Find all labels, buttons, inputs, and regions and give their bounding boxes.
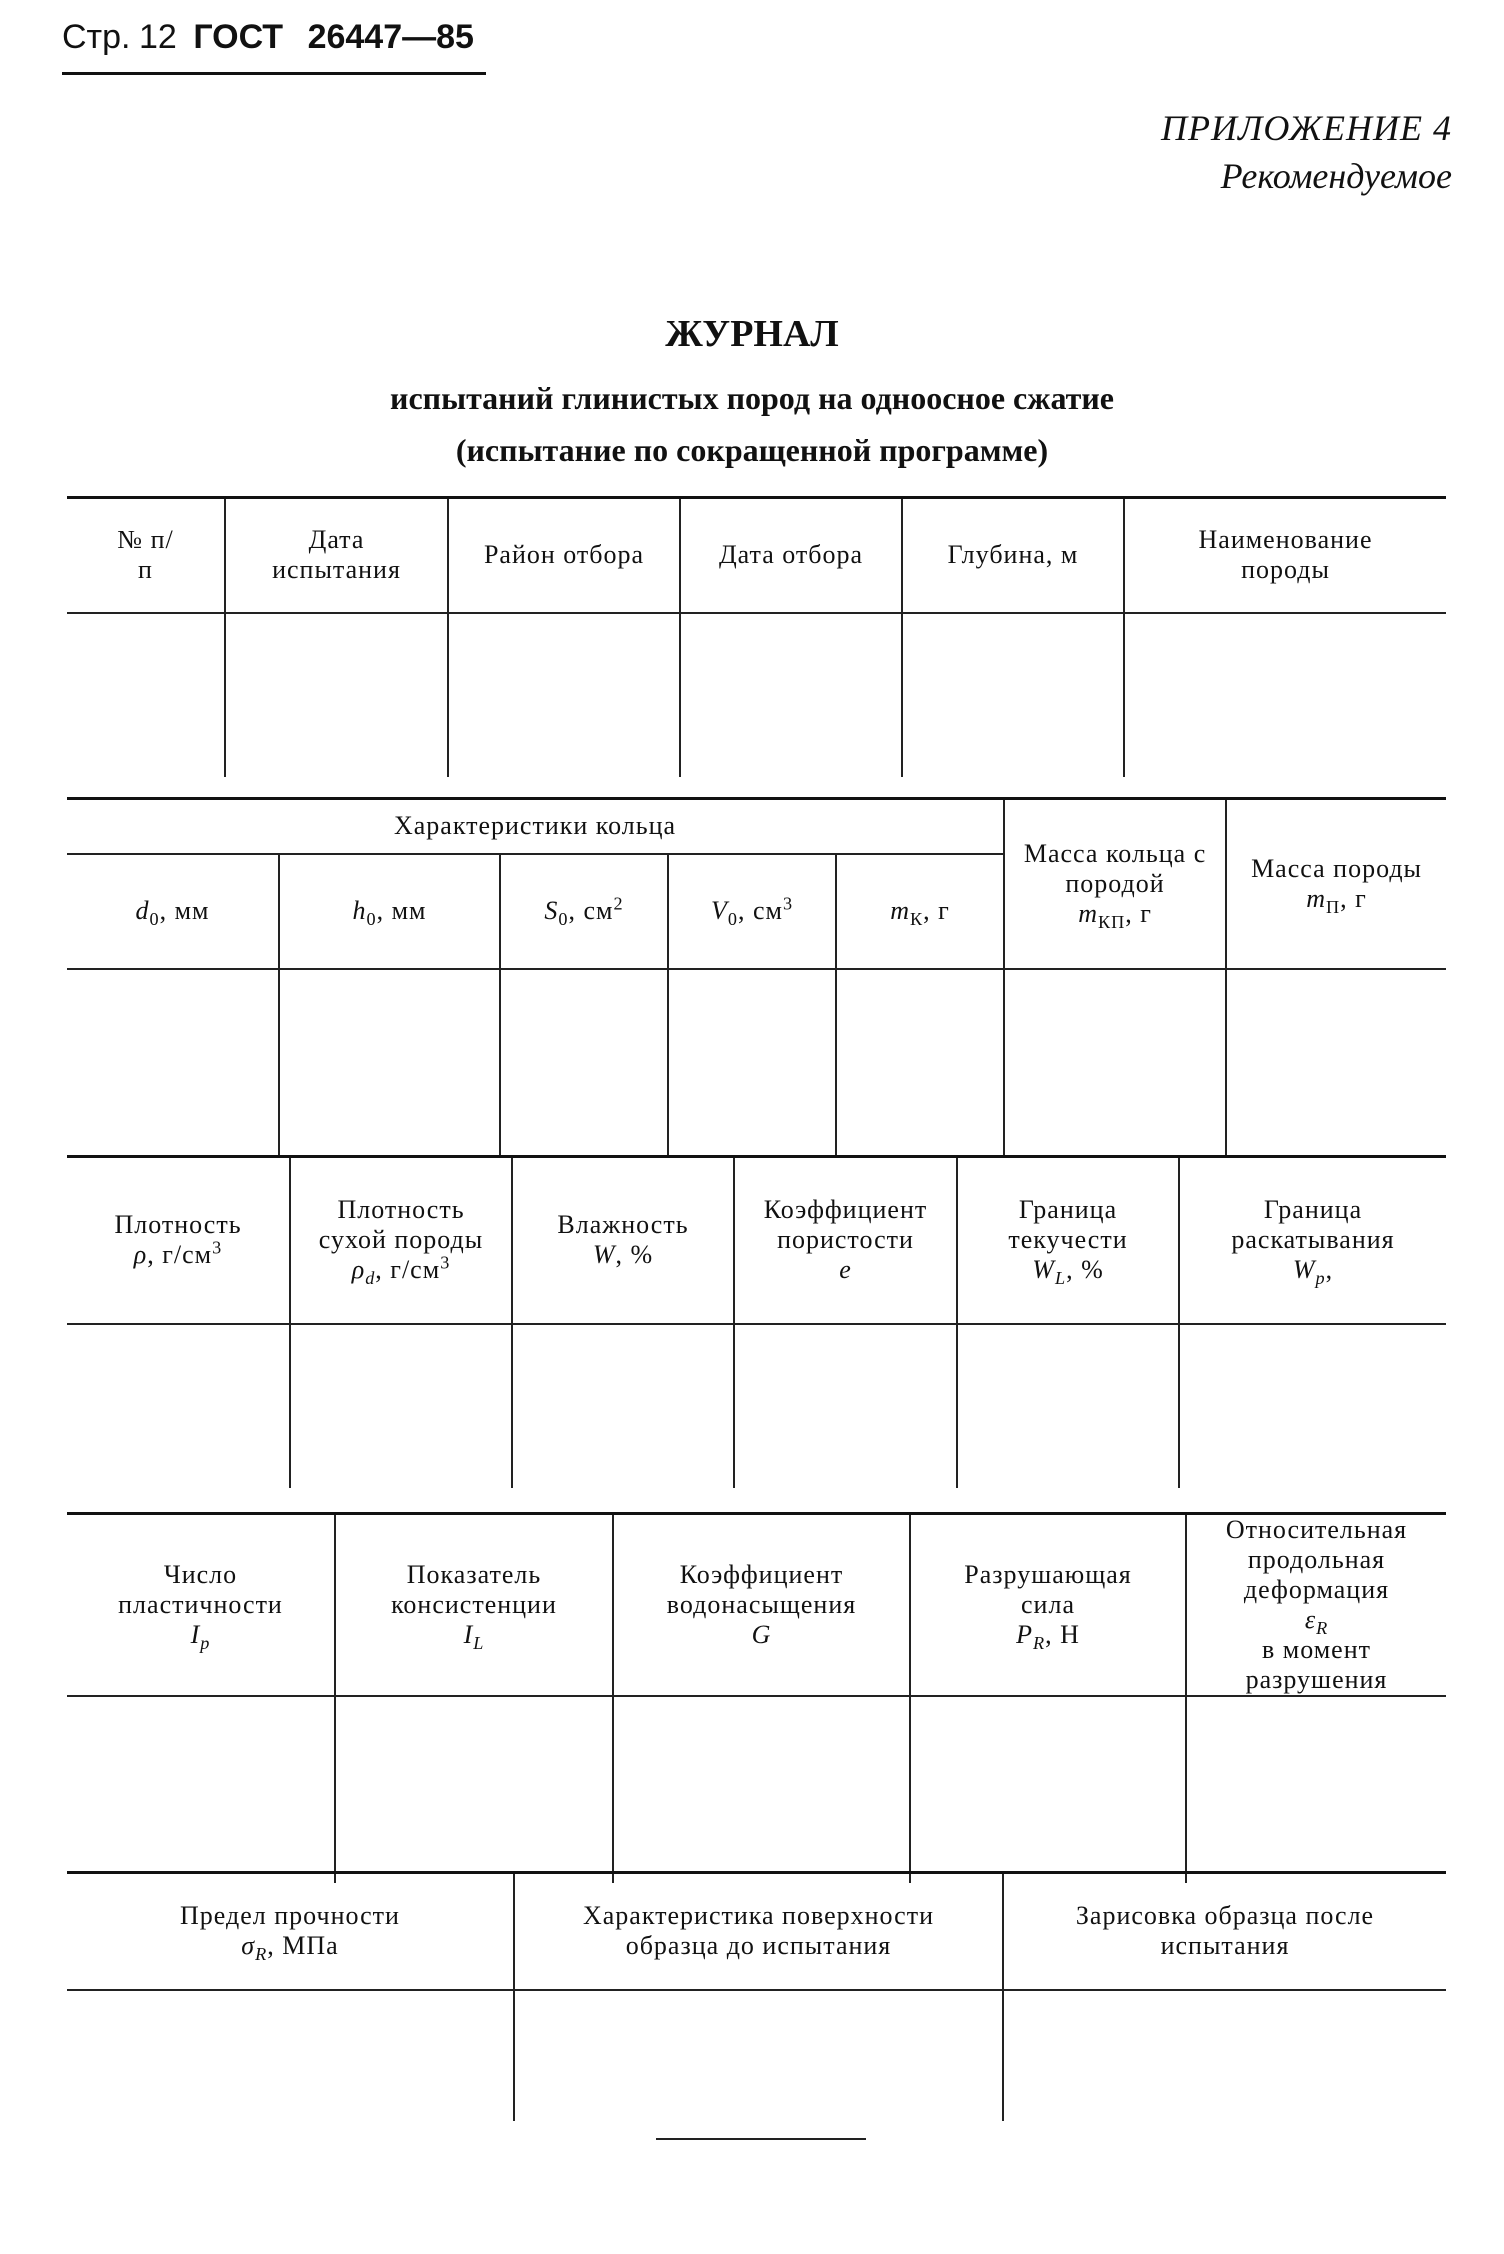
col-dry-density: Плотность сухой породы $\rho_d$, $г/см^3$	[290, 1157, 512, 1324]
empty-cell	[512, 1324, 734, 1488]
col-breaking-force: Разрушающая сила $P_R$, Н	[910, 1514, 1186, 1697]
col-ring-volume: $V_0$, $см^3$	[668, 854, 836, 969]
page-label: Стр.	[62, 18, 131, 56]
empty-cell	[500, 969, 668, 1155]
empty-cell	[67, 1696, 335, 1883]
empty-cell	[734, 1324, 957, 1488]
empty-cell	[67, 613, 225, 777]
col-ring-with-rock-mass: Масса кольца с породой $m_{КП}$, г	[1004, 799, 1226, 969]
appendix-title: ПРИЛОЖЕНИЕ 4	[1161, 108, 1452, 148]
col-rock-name: Наименование породы	[1124, 498, 1446, 613]
appendix-subtitle: Рекомендуемое	[1220, 156, 1452, 196]
appendix-block	[1161, 104, 1452, 200]
journal-title: ЖУРНАЛ	[665, 313, 839, 355]
empty-cell	[1226, 969, 1446, 1155]
col-consistency-index: Показатель консистенции $I_L$	[335, 1514, 613, 1697]
page-header	[62, 18, 474, 57]
journal-table-5	[67, 1871, 1446, 2121]
standard-number: 26447—85	[307, 18, 474, 56]
col-liquid-limit: Граница текучести $W_L$, %	[957, 1157, 1179, 1324]
empty-cell	[279, 969, 500, 1155]
empty-cell	[448, 613, 680, 777]
empty-cell	[1124, 613, 1446, 777]
empty-cell	[902, 613, 1124, 777]
empty-cell	[1179, 1324, 1446, 1488]
col-plasticity-index: Число пластичности $I_p$	[67, 1514, 335, 1697]
col-plastic-limit: Граница раскатывания $W_p$,	[1179, 1157, 1446, 1324]
col-ring-diameter: $d_0$, мм	[67, 854, 279, 969]
col-ring-area: $S_0$, $см^2$	[500, 854, 668, 969]
empty-cell	[67, 1324, 290, 1488]
empty-cell	[836, 969, 1004, 1155]
col-saturation-coefficient: Коэффициент водонасыщения G	[613, 1514, 910, 1697]
empty-cell	[613, 1696, 910, 1883]
col-ring-mass: $m_К$, г	[836, 854, 1004, 969]
empty-cell	[514, 1990, 1003, 2121]
journal-table-2	[67, 797, 1446, 1155]
col-depth: Глубина, м	[902, 498, 1124, 613]
col-strength-limit: Предел прочности $\sigma_R$, МПа	[67, 1873, 514, 1990]
empty-cell	[290, 1324, 512, 1488]
col-rock-mass: Масса породы $m_П$, г	[1226, 799, 1446, 969]
empty-cell	[1003, 1990, 1446, 2121]
col-porosity-coefficient: Коэффициент пористости e	[734, 1157, 957, 1324]
journal-table-4	[67, 1512, 1446, 1883]
empty-cell	[225, 613, 448, 777]
col-density: Плотность ρ, $г/см^3$	[67, 1157, 290, 1324]
col-surface-characteristic: Характеристика поверхности образца до испытания	[514, 1873, 1003, 1990]
journal-subtitle-line-1: испытаний глинистых пород на одноосное сжатие	[390, 380, 1114, 416]
page-number: 12	[138, 18, 177, 56]
empty-cell	[67, 969, 279, 1155]
empty-cell	[67, 1990, 514, 2121]
journal-subtitle-line-2: (испытание по сокращенной программе)	[455, 432, 1049, 468]
col-test-date: Дата испытания	[225, 498, 448, 613]
journal-table-3	[67, 1155, 1446, 1488]
empty-cell	[680, 613, 902, 777]
col-number: № п/п	[67, 498, 225, 613]
empty-cell	[910, 1696, 1186, 1883]
empty-cell	[1186, 1696, 1446, 1883]
journal-subtitle	[0, 372, 1504, 476]
col-sampling-date: Дата отбора	[680, 498, 902, 613]
header-rule	[62, 72, 486, 75]
col-relative-deformation: Относительная продольная деформация $\varepsilon_R$ в момент разрушения	[1186, 1514, 1446, 1697]
empty-cell	[335, 1696, 613, 1883]
journal-table-1	[67, 496, 1446, 777]
standard-code: ГОСТ	[193, 18, 284, 56]
col-sample-sketch: Зарисовка образца после испытания	[1003, 1873, 1446, 1990]
col-sampling-area: Район отбора	[448, 498, 680, 613]
col-moisture: Влажность W, %	[512, 1157, 734, 1324]
ring-characteristics-group: Характеристики кольца	[67, 799, 1004, 854]
end-rule	[656, 2138, 866, 2140]
empty-cell	[668, 969, 836, 1155]
col-ring-height: $h_0$, мм	[279, 854, 500, 969]
empty-cell	[1004, 969, 1226, 1155]
empty-cell	[957, 1324, 1179, 1488]
